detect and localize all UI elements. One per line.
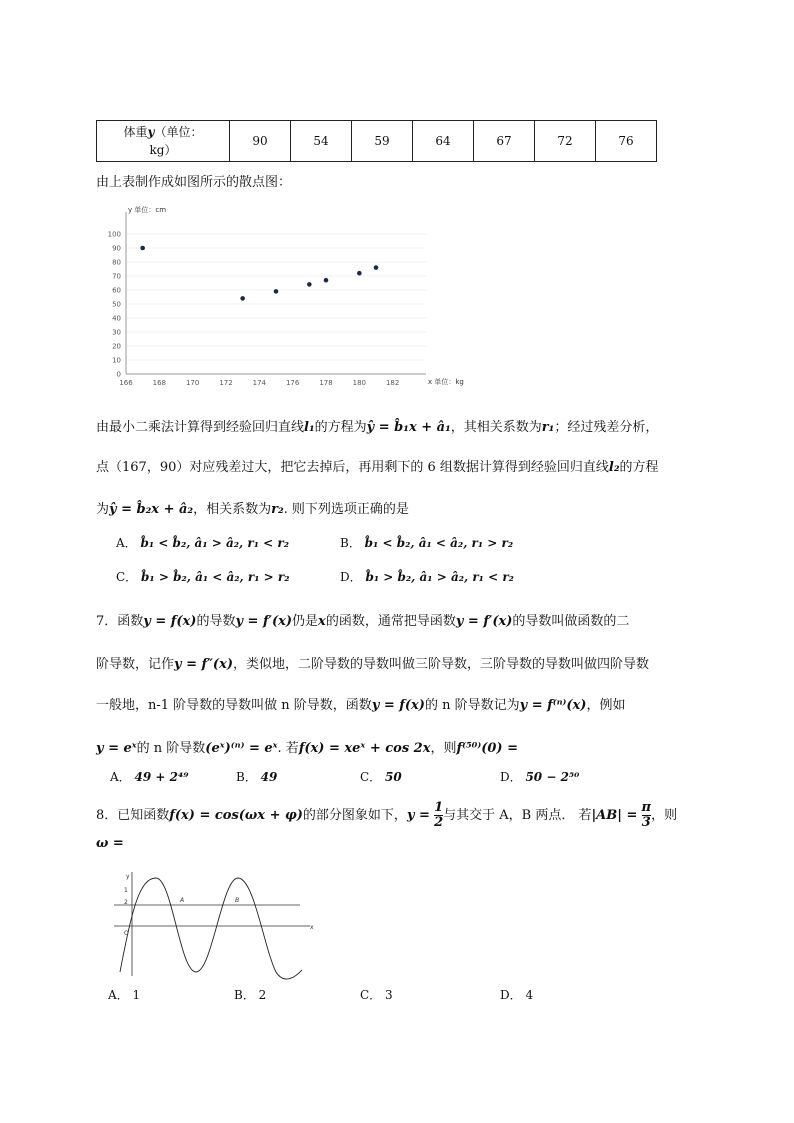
graph-x-label: x <box>310 924 314 931</box>
text: 的方程 <box>619 460 659 475</box>
fraction-pi-3 <box>642 801 652 830</box>
q6-option-b[interactable] <box>340 534 513 551</box>
text: ，则 <box>430 741 457 756</box>
q7-line-2 <box>96 653 649 672</box>
cosine-graph <box>110 868 320 980</box>
option-text: 49 + 2⁴⁹ <box>134 770 189 784</box>
text: 点（167，90）对应残差过大，把它去掉后，再用剩下的 6 组数据计算得到经验回归直线 <box>96 460 609 475</box>
x-tick-label: 176 <box>285 379 300 387</box>
scatter-point <box>240 296 245 301</box>
q6-option-c[interactable] <box>116 568 289 585</box>
header-text: kg） <box>149 143 177 157</box>
math: |AB| = <box>591 808 638 823</box>
math: y = f″(x) <box>174 657 233 672</box>
text: 的部分图象如下， <box>302 808 407 823</box>
graph-curve <box>120 878 302 979</box>
option-label: C． <box>116 570 138 584</box>
text: 8．已知函数 <box>96 808 170 823</box>
y-tick-label: 10 <box>112 356 121 365</box>
math-l2: l₂ <box>608 460 620 475</box>
chart-xlabel: x 单位：kg <box>428 378 464 386</box>
x-tick-label: 170 <box>185 379 200 387</box>
graph-origin-label: O <box>124 930 129 937</box>
option-text: 50 <box>385 770 402 784</box>
frac-num: 1 <box>434 800 444 815</box>
q7-option-c[interactable] <box>360 768 402 785</box>
option-label: B． <box>234 988 255 1002</box>
scatter-point <box>140 246 145 251</box>
scatter-point <box>374 265 379 270</box>
y-tick-label: 50 <box>112 300 121 309</box>
text: 的方程为 <box>314 420 367 435</box>
q6-option-d[interactable] <box>340 568 514 585</box>
weight-table <box>96 120 657 162</box>
text: . 若 <box>277 741 299 756</box>
option-text: b̂₁ > b̂₂, â₁ > â₂, r₁ < r₂ <box>365 570 514 584</box>
table-cell: 64 <box>413 121 474 162</box>
fraction-half <box>434 801 443 830</box>
math: y = eˣ <box>96 741 137 756</box>
option-label: A． <box>116 536 137 550</box>
text: 的导数叫做函数的二 <box>512 614 630 629</box>
y-tick-label: 100 <box>107 230 121 239</box>
y-tick-label: 90 <box>112 244 121 253</box>
option-label: A． <box>108 988 129 1002</box>
intro-text: 由上表制作成如图所示的散点图： <box>96 175 292 190</box>
frac-den: 2 <box>434 815 444 830</box>
text: 仍是 <box>292 614 319 629</box>
option-text: 3 <box>385 988 393 1002</box>
option-text: 4 <box>525 988 534 1002</box>
text: 阶导数，记作 <box>96 657 175 672</box>
math: f(x) = cos(ωx + φ) <box>169 808 303 823</box>
math: ω = <box>96 836 124 851</box>
q8-line-1 <box>96 798 677 834</box>
x-tick-label: 174 <box>252 379 267 387</box>
math: y = f′(x) <box>455 614 513 629</box>
math-r1: r₁ <box>541 420 555 435</box>
scatter-point <box>274 289 279 294</box>
text: 7．函数 <box>96 614 144 629</box>
q8-line-2 <box>96 836 124 851</box>
header-text: 体重 <box>123 125 148 139</box>
q7-option-d[interactable] <box>500 768 579 785</box>
y-tick-label: 20 <box>112 342 121 351</box>
x-tick-label: 168 <box>152 379 167 387</box>
y-tick-label: 80 <box>112 258 121 267</box>
graph-point-a: A <box>180 897 185 904</box>
option-text: b̂₁ > b̂₂, â₁ < â₂, r₁ > r₂ <box>141 570 290 584</box>
frac-den: 3 <box>641 815 651 830</box>
text: ，例如 <box>586 698 626 713</box>
text: 与其交于 A，B 两点． 若 <box>443 808 592 823</box>
text: 一般地，n-1 阶导数的导数叫做 n 阶导数，函数 <box>96 698 372 713</box>
math: x <box>318 614 326 629</box>
text: ，则 <box>651 808 678 823</box>
frac-num: π <box>641 800 652 815</box>
math-eq1: ŷ = b̂₁x + â₁ <box>366 420 451 435</box>
option-text: b̂₁ < b̂₂, â₁ > â₂, r₁ < r₂ <box>140 536 289 550</box>
table-cell: 59 <box>352 121 413 162</box>
q7-line-3 <box>96 694 625 713</box>
math: y = f⁽ⁿ⁾(x) <box>519 698 587 713</box>
table-row <box>97 121 657 162</box>
scatter-point <box>307 282 312 287</box>
x-tick-label: 172 <box>219 379 233 387</box>
scatter-point <box>357 271 362 276</box>
option-label: B． <box>236 770 257 784</box>
y-tick-label: 60 <box>112 286 121 295</box>
x-tick-label: 180 <box>352 379 367 387</box>
q6-option-a[interactable] <box>116 534 289 551</box>
graph-tick-1: 1 <box>124 887 128 894</box>
math: f(x) = xeˣ + cos 2x <box>298 741 431 756</box>
q7-line-1 <box>96 610 629 629</box>
table-header-cell <box>97 121 230 162</box>
chart-ylabel: y 单位：cm <box>128 206 167 214</box>
q6-line-3 <box>96 498 409 517</box>
option-text: b̂₁ < b̂₂, â₁ < â₂, r₁ > r₂ <box>364 536 514 550</box>
graph-point-b: B <box>235 897 240 904</box>
math: y = f(x) <box>371 698 425 713</box>
option-text: 49 <box>260 770 278 784</box>
option-label: A． <box>110 770 131 784</box>
option-text: 1 <box>132 988 141 1002</box>
table-cell: 72 <box>535 121 596 162</box>
header-text: （单位： <box>154 125 203 139</box>
table-cell: 90 <box>230 121 291 162</box>
q8-option-c[interactable] <box>360 986 393 1003</box>
option-label: B． <box>340 536 361 550</box>
text: ，类似地，二阶导数的导数叫做三阶导数，三阶导数的导数叫做四阶导数 <box>232 657 649 672</box>
table-cell: 76 <box>596 121 657 162</box>
q8-option-d[interactable] <box>500 986 533 1003</box>
math-r2: r₂ <box>271 502 284 517</box>
math-eq2: ŷ = b̂₂x + â₂ <box>109 502 194 517</box>
q8-option-b[interactable] <box>234 986 266 1003</box>
x-tick-label: 178 <box>319 379 333 387</box>
text: ，其相关系数为 <box>450 420 542 435</box>
math: y = f(x) <box>143 614 197 629</box>
text: 的 n 阶导数记为 <box>424 698 520 713</box>
y-tick-label: 30 <box>112 328 121 337</box>
x-tick-label: 182 <box>385 379 400 387</box>
header-var: y <box>147 125 155 139</box>
q6-line-2 <box>96 456 659 475</box>
option-label: D． <box>340 570 362 584</box>
table-cell: 67 <box>474 121 535 162</box>
text: 的函数，通常把导函数 <box>325 614 456 629</box>
scatter-point <box>324 278 329 283</box>
graph-y-label: y <box>126 873 130 880</box>
math: f⁽⁵⁰⁾(0) = <box>456 741 518 756</box>
q6-line-1 <box>96 416 658 435</box>
option-label: C． <box>360 770 382 784</box>
option-label: D． <box>500 770 522 784</box>
graph-tick-half: 2 <box>124 899 128 906</box>
text: 的 n 阶导数 <box>136 741 206 756</box>
text: ；经过残差分析， <box>554 420 659 435</box>
math-l1: l₁ <box>304 420 315 435</box>
option-label: D． <box>500 988 522 1002</box>
option-text: 50 − 2⁵⁰ <box>525 770 580 784</box>
chart-gridlines <box>126 234 426 360</box>
text: 为 <box>96 502 110 517</box>
y-tick-label: 40 <box>112 314 121 323</box>
text: 的导数 <box>196 614 236 629</box>
y-tick-label: 0 <box>116 370 121 379</box>
math: (eˣ)⁽ⁿ⁾ = eˣ <box>205 741 278 756</box>
scatter-chart <box>100 198 480 393</box>
table-cell: 54 <box>291 121 352 162</box>
q7-option-b[interactable] <box>236 768 277 785</box>
y-tick-label: 70 <box>112 272 121 281</box>
q7-option-a[interactable] <box>110 768 188 785</box>
q7-line-4 <box>96 737 518 756</box>
text: . 则下列选项正确的是 <box>283 502 409 517</box>
text: 由最小二乘法计算得到经验回归直线 <box>96 420 305 435</box>
math: y = <box>406 808 430 823</box>
option-label: C． <box>360 988 382 1002</box>
q8-option-a[interactable] <box>108 986 140 1003</box>
math: y = f′(x) <box>235 614 293 629</box>
option-text: 2 <box>258 988 267 1002</box>
x-tick-label: 166 <box>119 379 133 387</box>
text: ，相关系数为 <box>193 502 272 517</box>
